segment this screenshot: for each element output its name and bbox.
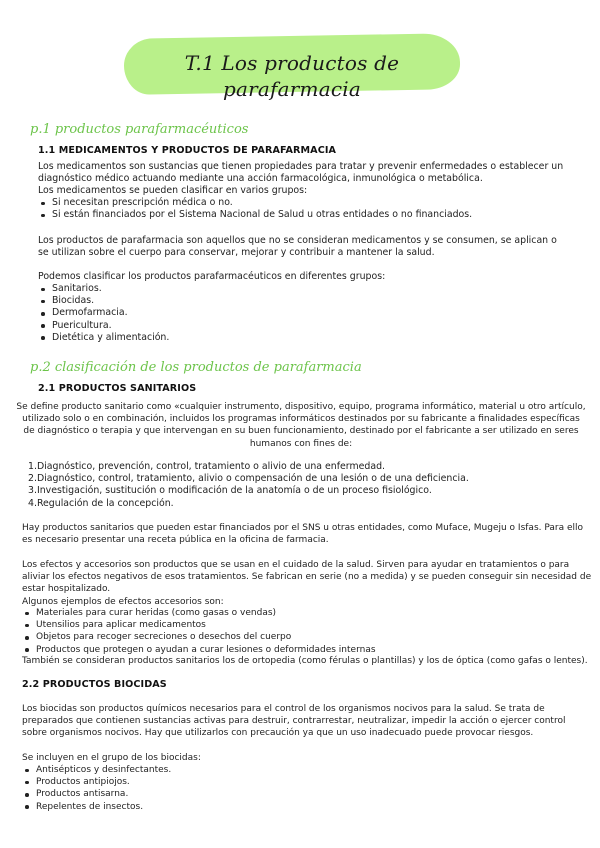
text-line: diagnóstico médico actuando mediante una acción farmacológica, inmunológica o metabólica. bbox=[38, 173, 483, 185]
list-item: Si están financiados por el Sistema Nacional de Salud u otras entidades o no financiados. bbox=[38, 209, 568, 221]
list-grupos bbox=[38, 283, 568, 344]
list-item: Sanitarios. bbox=[38, 283, 568, 295]
text-line: de diagnóstico o terapia y que intervengan en su buen funcionamiento, destinado por el fabricante a ser utilizado en seres bbox=[23, 426, 579, 437]
list-item: Repelentes de insectos. bbox=[22, 801, 582, 813]
title-banner bbox=[124, 36, 460, 101]
text-line: humanos con fines de: bbox=[249, 438, 353, 449]
list-clasificacion-medicamentos bbox=[38, 197, 568, 221]
text-line: Se define producto sanitario como «cualquier instrumento, dispositivo, equipo, programa informático, material u otro artículo, bbox=[16, 402, 586, 412]
paragraph-grupos: Podemos clasificar los productos parafarmacéuticos en diferentes grupos: bbox=[38, 271, 386, 282]
subheading-2-1: 2.1 PRODUCTOS SANITARIOS bbox=[38, 383, 197, 394]
list-biocidas bbox=[22, 764, 582, 813]
list-item: Biocidas. bbox=[38, 295, 568, 307]
text-line: sobre organismos nocivos. Hay que utilizarlos con precaución ya que un uso inadecuado puede provocar riesgos. bbox=[22, 728, 534, 739]
list-item: Si necesitan prescripción médica o no. bbox=[38, 197, 568, 209]
list-item: Productos que protegen o ayudan a curar lesiones o deformidades internas bbox=[22, 644, 582, 656]
list-item: Puericultura. bbox=[38, 320, 568, 332]
list-item: 1.Diagnóstico, prevención, control, tratamiento o alivio de una enfermedad. bbox=[28, 461, 386, 472]
list-item: Materiales para curar heridas (como gasas o vendas) bbox=[22, 607, 582, 619]
paragraph-grupo-biocidas: Se incluyen en el grupo de los biocidas: bbox=[22, 753, 201, 763]
text-line: estar hospitalizado. bbox=[22, 584, 111, 595]
list-item: Productos antisarna. bbox=[22, 788, 582, 800]
paragraph-ortopedia-optica: También se consideran productos sanitarios los de ortopedia (como férulas o plantillas) y los de óptica (como gafas o lentes). bbox=[22, 656, 588, 666]
list-item: 4.Regulación de la concepción. bbox=[28, 497, 174, 509]
text-line: Los efectos y accesorios son productos que se usan en el cuidado de la salud. Sirven para ayudar en tratamientos o para bbox=[22, 560, 570, 570]
paragraph-definicion-sanitario bbox=[16, 401, 586, 450]
list-item: Utensilios para aplicar medicamentos bbox=[22, 619, 582, 631]
list-item: Productos antipiojos. bbox=[22, 776, 582, 788]
text-line: aliviar los efectos negativos de esos tratamientos. Se fabrican en serie (no a medida) y se pueden conseguir sin necesidad de bbox=[22, 572, 592, 583]
list-item: Objetos para recoger secreciones o desechos del cuerpo bbox=[22, 631, 582, 643]
list-item: Antisépticos y desinfectantes. bbox=[22, 764, 582, 776]
text-line: preparados que contienen sustancias activas para destruir, contrarrestar, neutralizar, impedir la acción o ejercer control bbox=[22, 716, 566, 727]
list-efectos-accesorios bbox=[22, 607, 582, 656]
list-item: 3.Investigación, sustitución o modificación de la anatomía o de un proceso fisiológico. bbox=[28, 485, 432, 497]
section-heading-2: p.2 clasificación de los productos de parafarmacia bbox=[30, 360, 362, 375]
paragraph-medicamentos bbox=[38, 161, 568, 198]
section-heading-1: p.1 productos parafarmacéuticos bbox=[30, 122, 249, 137]
subheading-2-2: 2.2 PRODUCTOS BIOCIDAS bbox=[22, 679, 167, 690]
list-item: Dermofarmacia. bbox=[38, 307, 568, 319]
text-line: es necesario presentar una receta pública en la oficina de farmacia. bbox=[22, 535, 329, 546]
paragraph-parafarmacia bbox=[38, 235, 568, 259]
text-line: se utilizan sobre el cuerpo para conservar, mejorar y contribuir a mantener la salud. bbox=[38, 247, 435, 259]
list-item: 2.Diagnóstico, control, tratamiento, alivio o compensación de una lesión o de una deficiencia. bbox=[28, 473, 469, 485]
text-line: Los biocidas son productos químicos necesarios para el control de los organismos nocivos para la salud. Se trata de bbox=[22, 704, 545, 714]
text-line: Los medicamentos son sustancias que tienen propiedades para tratar y prevenir enfermedades o establecer un bbox=[38, 161, 564, 172]
text-line: Los medicamentos se pueden clasificar en varios grupos: bbox=[38, 185, 308, 197]
ordered-list-fines bbox=[28, 461, 568, 510]
paragraph-biocidas bbox=[22, 703, 592, 740]
text-line: Algunos ejemplos de efectos accesorios son: bbox=[22, 596, 224, 607]
text-line: utilizado solo o en combinación, incluidos los programas informáticos destinados por su fabricante a finalidades específicas bbox=[22, 414, 580, 425]
page-title: T.1 Los productos de parafarmacia bbox=[184, 51, 400, 101]
subheading-1-1: 1.1 MEDICAMENTOS Y PRODUCTOS DE PARAFARMACIA bbox=[38, 145, 337, 156]
paragraph-efectos-accesorios bbox=[22, 559, 592, 608]
text-line: Los productos de parafarmacia son aquellos que no se consideran medicamentos y se consumen, se aplican o bbox=[38, 235, 557, 246]
text-line: Hay productos sanitarios que pueden estar financiados por el SNS u otras entidades, como Muface, Mugeju o Isfas. Para ello bbox=[22, 523, 584, 533]
list-item: Dietética y alimentación. bbox=[38, 332, 568, 344]
paragraph-financiacion bbox=[22, 522, 592, 546]
